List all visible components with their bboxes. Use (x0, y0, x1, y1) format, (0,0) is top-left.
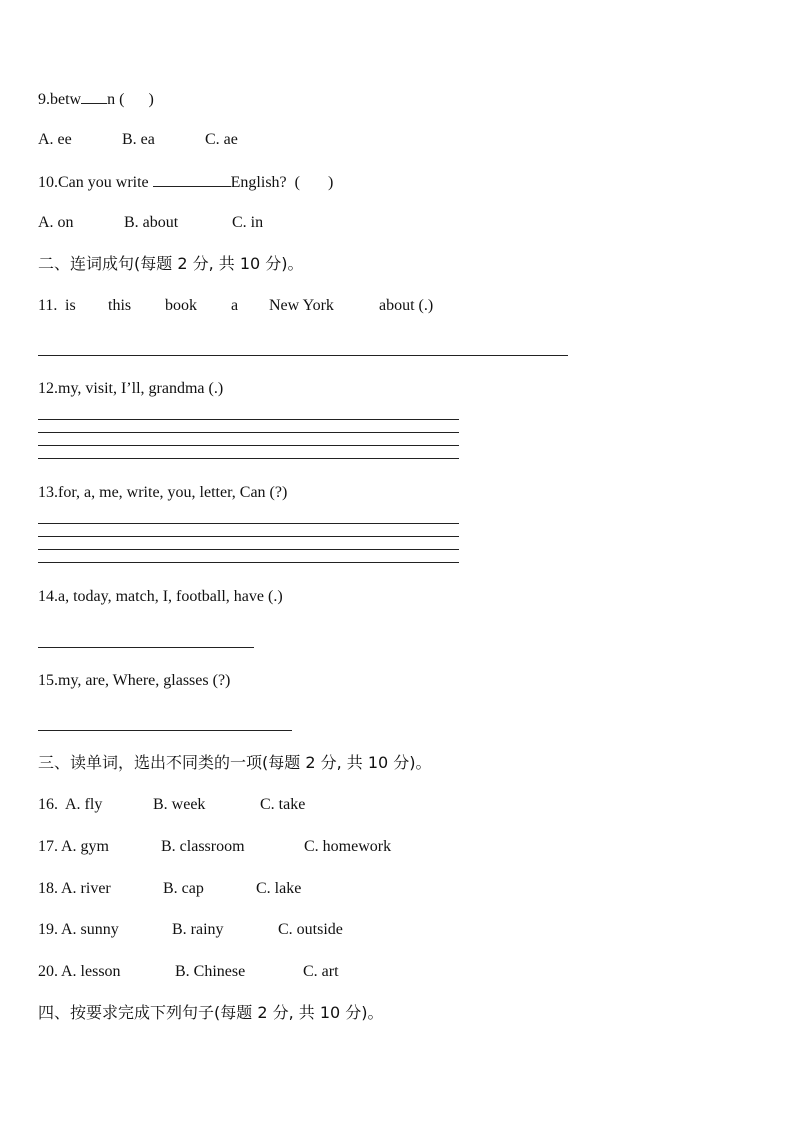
option-b: B. week (153, 796, 206, 813)
answer-line (38, 458, 459, 459)
question-13: 13.for, a, me, write, you, letter, Can (?) (38, 484, 288, 501)
section-2-heading: 二、连词成句(每题 2 分, 共 10 分)。 (38, 254, 304, 273)
option-a: A. river (61, 880, 111, 897)
option-a: A. ee (38, 131, 72, 148)
option-c: C. art (303, 963, 339, 980)
option-a: A. fly (65, 796, 103, 813)
question-19: 19. A. sunny B. rainy C. outside (38, 921, 343, 938)
answer-line (38, 355, 568, 356)
question-17: 17. A. gym B. classroom C. homework (38, 838, 392, 855)
option-c: C. outside (278, 921, 343, 938)
option-a: A. lesson (61, 963, 121, 980)
question-16: 16. A. fly B. week C. take (38, 796, 306, 813)
word: book (165, 297, 197, 314)
question-20: 20. A. lesson B. Chinese C. art (38, 963, 339, 980)
option-b: B. ea (122, 131, 155, 148)
word: about (.) (379, 297, 434, 314)
answer-line (38, 536, 459, 537)
word: is (65, 297, 76, 314)
option-c: C. in (232, 214, 264, 231)
question-18: 18. A. river B. cap C. lake (38, 880, 302, 897)
question-14: 14.a, today, match, I, football, have (.) (38, 588, 283, 605)
question-10-options (38, 213, 263, 233)
section-4-heading: 四、按要求完成下列句子(每题 2 分, 共 10 分)。 (38, 1003, 384, 1022)
answer-line (38, 432, 459, 433)
question-9-options (38, 130, 238, 150)
word: a (231, 297, 239, 314)
fill-blank (153, 171, 231, 187)
answer-line (38, 549, 459, 550)
word: New York (269, 297, 334, 314)
answer-line (38, 647, 254, 648)
option-c: C. take (260, 796, 306, 813)
answer-line (38, 419, 459, 420)
question-9-stem: 9.betw n ( ) (38, 88, 154, 110)
option-c: C. ae (205, 131, 238, 148)
question-12: 12.my, visit, I’ll, grandma (.) (38, 380, 224, 397)
option-a: A. gym (61, 838, 109, 855)
option-a: A. sunny (61, 921, 119, 938)
option-c: C. homework (304, 838, 392, 855)
answer-line (38, 562, 459, 563)
answer-line (38, 730, 292, 731)
option-b: B. rainy (172, 921, 224, 938)
question-15: 15.my, are, Where, glasses (?) (38, 672, 231, 689)
option-b: B. cap (163, 880, 204, 897)
option-b: B. about (124, 214, 179, 231)
question-11: 11. is this book a New York about (.) (38, 297, 434, 314)
option-b: B. classroom (161, 838, 245, 855)
option-a: A. on (38, 214, 74, 231)
option-c: C. lake (256, 880, 302, 897)
answer-line (38, 523, 459, 524)
section-3-heading: 三、读单词，选出不同类的一项(每题 2 分, 共 10 分)。 (38, 753, 432, 772)
option-b: B. Chinese (175, 963, 246, 980)
question-10-stem: 10.Can you write English? ( ) (38, 171, 333, 193)
answer-line (38, 445, 459, 446)
fill-blank (81, 88, 107, 104)
word: this (108, 297, 132, 314)
